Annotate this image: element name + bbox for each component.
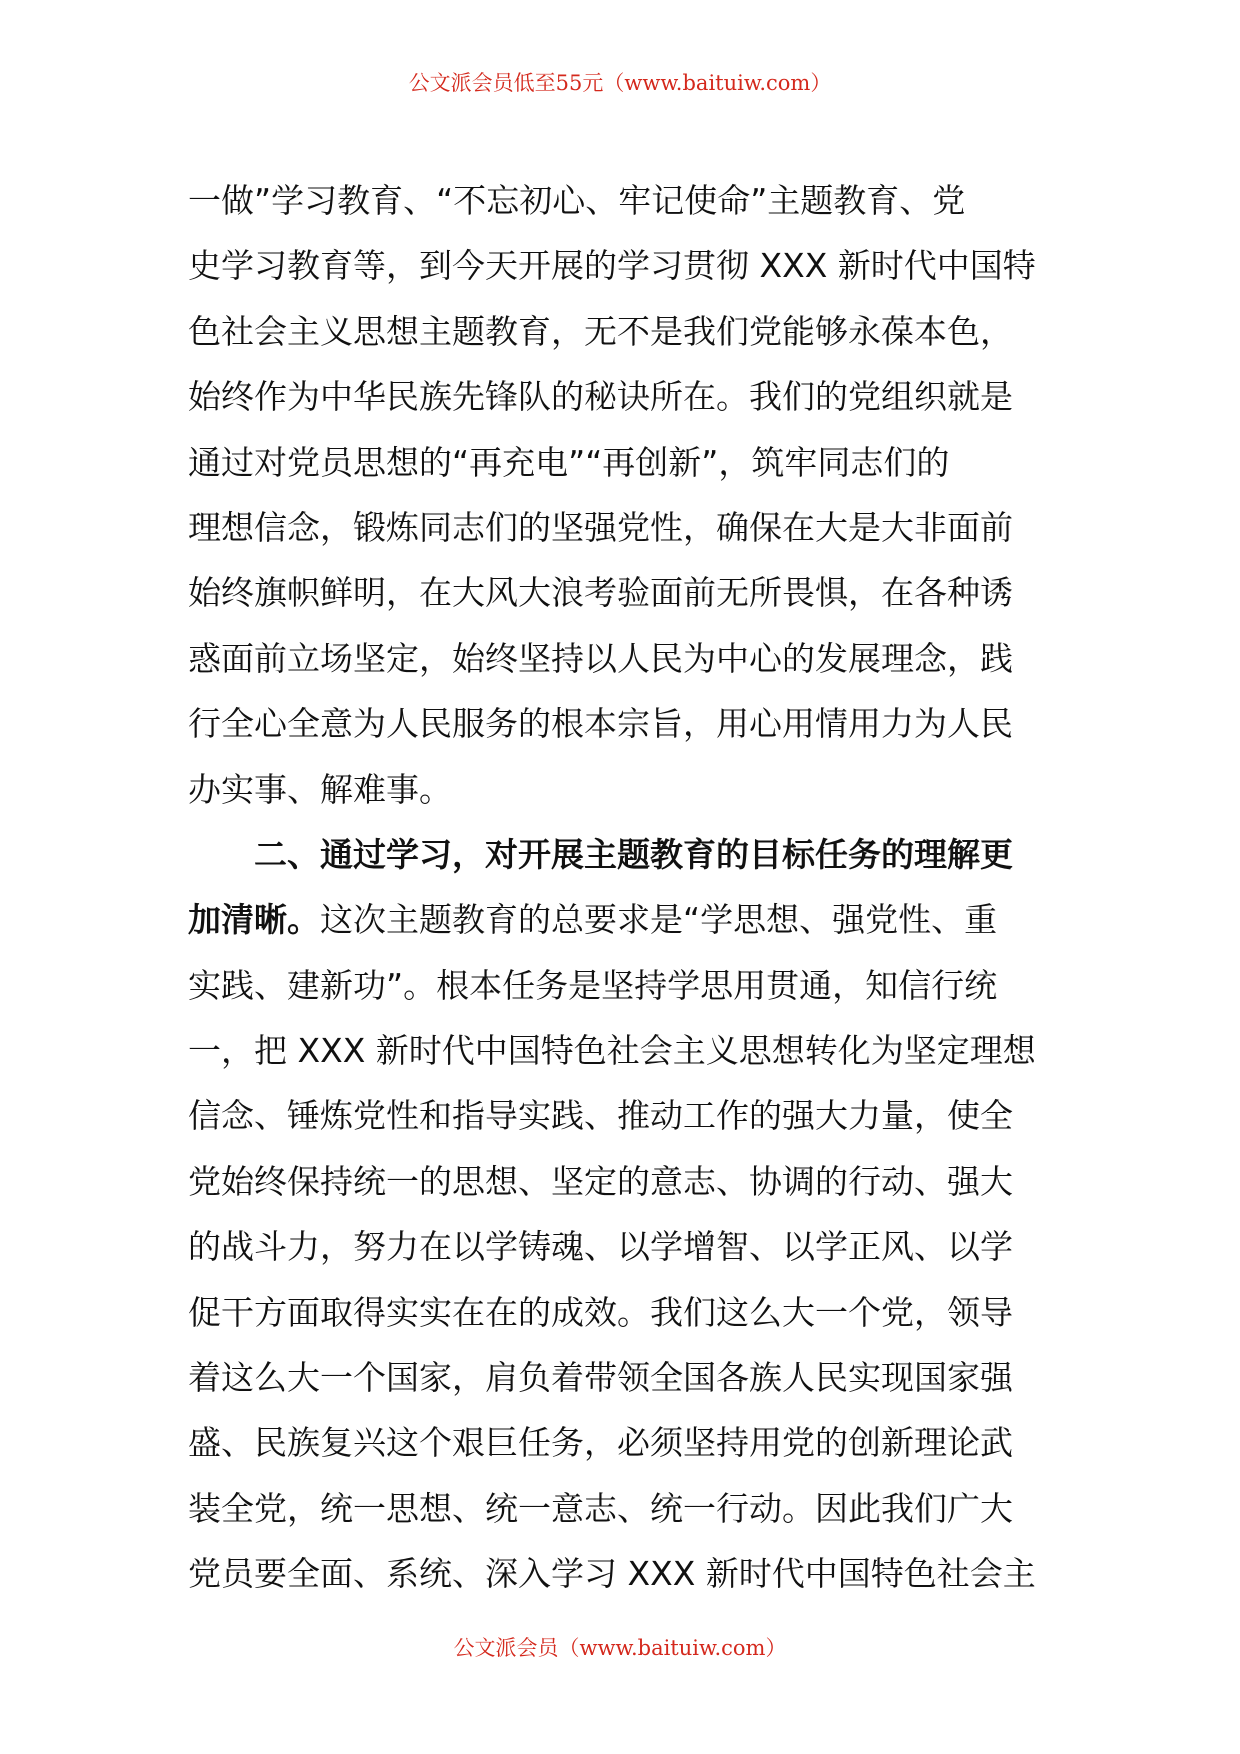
body-line: 理想信念，锻炼同志们的坚强党性，确保在大是大非面前 — [188, 507, 1013, 547]
body-line: 一做”学习教育、“不忘初心、牢记使命”主题教育、党 — [188, 181, 966, 220]
body-line: 始终作为中华民族先锋队的秘诀所在。我们的党组织就是 — [188, 377, 1013, 417]
section-line: 的战斗力，努力在以学铸魂、以学增智、以学正风、以学 — [188, 1227, 1013, 1267]
body-line: 通过对党员思想的“再充电”“再创新”，筑牢同志们的 — [188, 442, 950, 482]
section-line: 党始终保持统一的思想、坚定的意志、协调的行动、强大 — [188, 1161, 1013, 1201]
section-line: 装全党，统一思想、统一意志、统一行动。因此我们广大 — [188, 1488, 1013, 1528]
section-line: 实践、建新功”。根本任务是坚持学思用贯通，知信行统 — [188, 965, 998, 1005]
section-heading-end: 加清晰。 — [188, 900, 320, 940]
section-line: 党员要全面、系统、深入学习 XXX 新时代中国特色社会主 — [188, 1554, 1036, 1594]
document-body — [188, 168, 1048, 1607]
section-line: 盛、民族复兴这个艰巨任务，必须坚持用党的创新理论武 — [188, 1423, 1013, 1463]
body-line: 行全心全意为人民服务的根本宗旨，用心用情用力为人民 — [188, 704, 1013, 744]
body-line: 始终旗帜鲜明，在大风大浪考验面前无所畏惧，在各种诱 — [188, 573, 1013, 613]
section-line: 着这么大一个国家，肩负着带领全国各族人民实现国家强 — [188, 1358, 1013, 1398]
body-line: 办实事、解难事。 — [188, 769, 452, 809]
body-line: 色社会主义思想主题教育，无不是我们党能够永葆本色， — [188, 311, 1013, 351]
section-line: 信念、锤炼党性和指导实践、推动工作的强大力量，使全 — [188, 1096, 1013, 1136]
section-heading-continuation — [188, 887, 1048, 952]
body-line: 惑面前立场坚定，始终坚持以人民为中心的发展理念，践 — [188, 638, 1013, 678]
section-first-sentence: 这次主题教育的总要求是“学思想、强党性、重 — [320, 900, 998, 940]
section-line: 一，把 XXX 新时代中国特色社会主义思想转化为坚定理想 — [188, 1031, 1036, 1071]
section-heading: 二、通过学习，对开展主题教育的目标任务的理解更 — [254, 834, 1013, 874]
body-line: 史学习教育等，到今天开展的学习贯彻 XXX 新时代中国特 — [188, 246, 1036, 286]
page-header: 公文派会员低至55元（www.baituiw.com） — [408, 71, 832, 95]
page-footer: 公文派会员（www.baituiw.com） — [453, 1636, 787, 1660]
section-line: 促干方面取得实实在在的成效。我们这么大一个党，领导 — [188, 1292, 1013, 1332]
